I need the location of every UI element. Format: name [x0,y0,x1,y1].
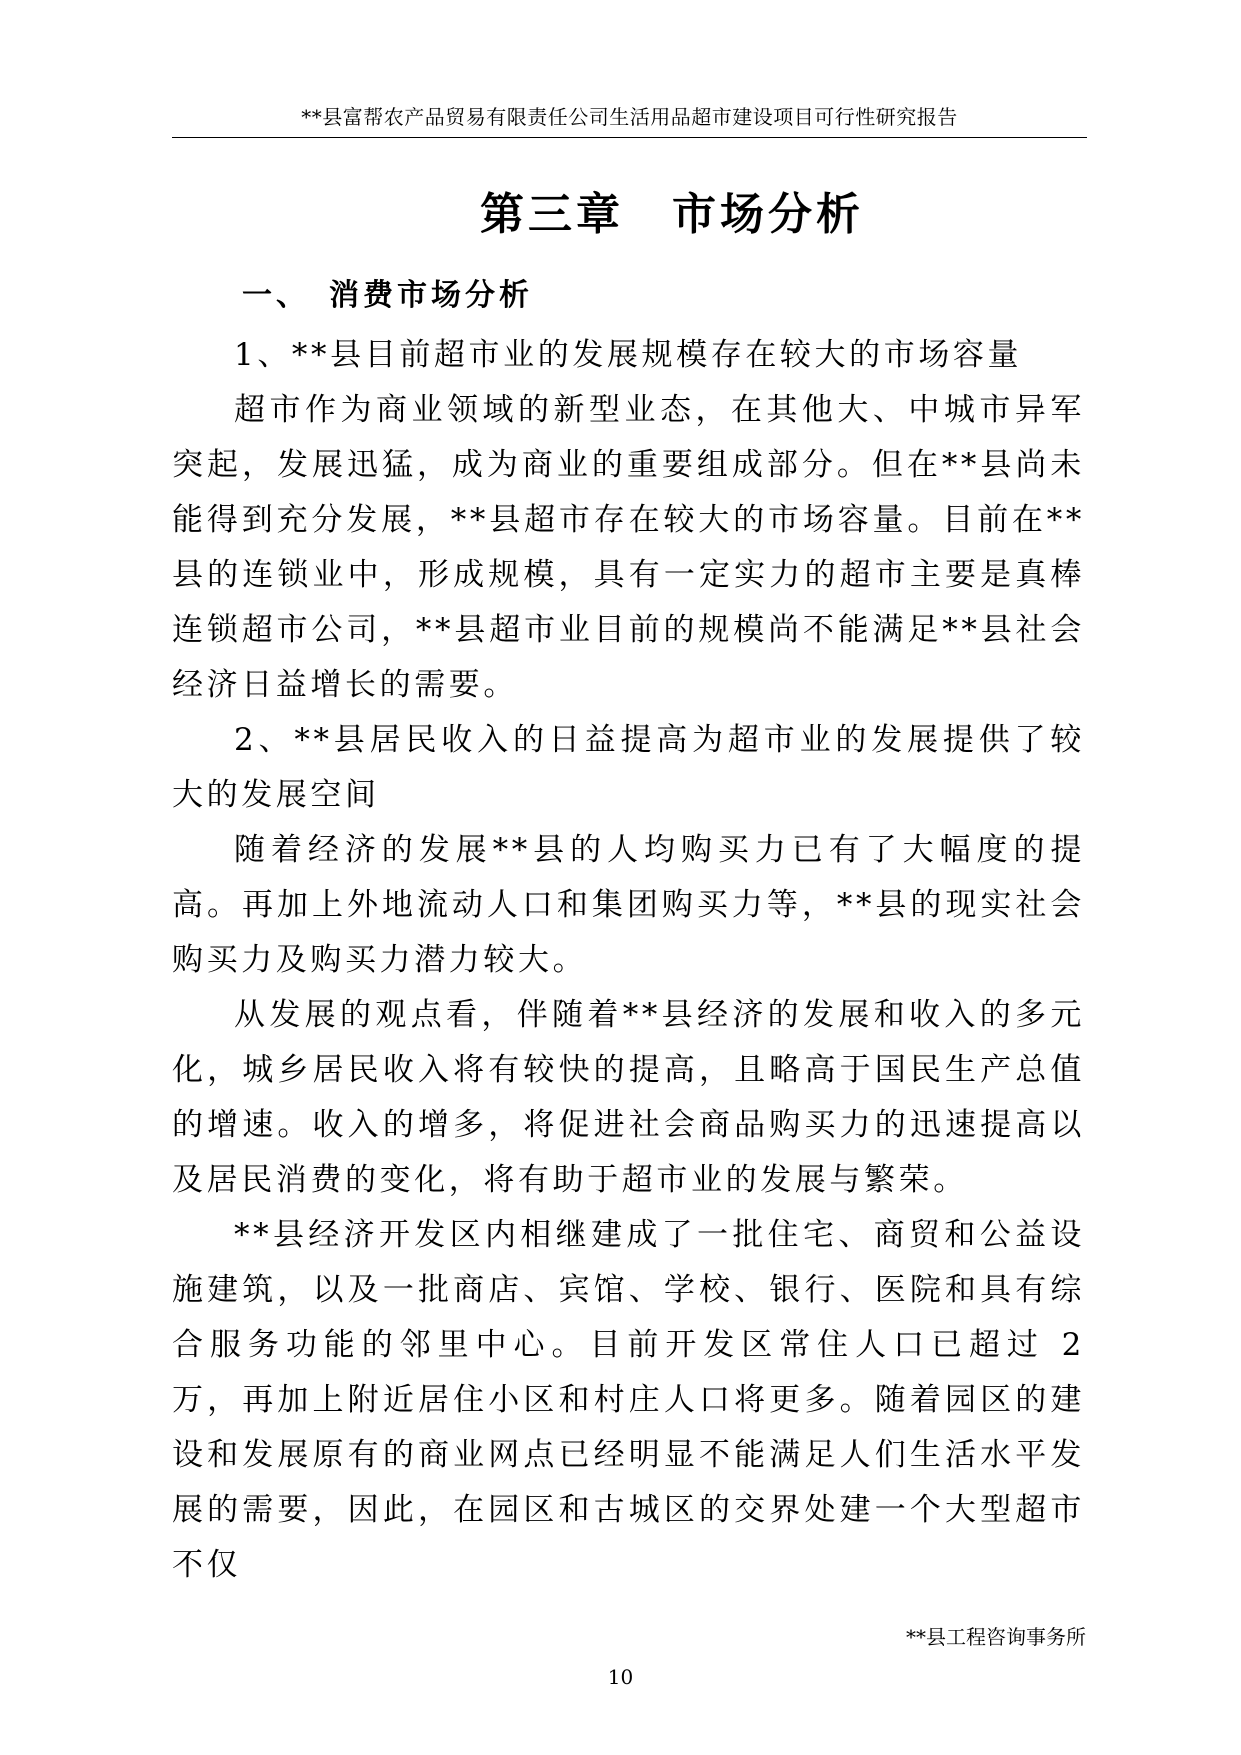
paragraph-3: 2、**县居民收入的日益提高为超市业的发展提供了较大的发展空间 [172,722,1085,813]
running-header: **县富帮农产品贸易有限责任公司生活用品超市建设项目可行性研究报告 [301,105,958,129]
section-heading: 一、 消费市场分析 [242,278,533,313]
paragraph-4: 随着经济的发展**县的人均购买力已有了大幅度的提高。再加上外地流动人口和集团购买力等，**县的现实社会购买力及购买力潜力较大。 [172,832,1085,978]
body-text [172,328,1085,1593]
paragraph-2: 超市作为商业领域的新型业态，在其他大、中城市异军突起，发展迅猛，成为商业的重要组成部分。但在**县尚未能得到充分发展，**县超市存在较大的市场容量。目前在**县的连锁业中，形成规模，具有一定实力的超市主要是真棒连锁超市公司，**县超市业目前的规模尚不能满足**县社会经济日益增长的需要。 [172,392,1085,703]
page-number: 10 [607,1665,634,1689]
chapter-title: 第三章 市场分析 [480,189,864,240]
footer-organization: **县工程咨询事务所 [906,1625,1086,1649]
paragraph-5: 从发展的观点看，伴随着**县经济的发展和收入的多元化，城乡居民收入将有较快的提高，且略高于国民生产总值的增速。收入的增多，将促进社会商品购买力的迅速提高以及居民消费的变化，将有助于超市业的发展与繁荣。 [172,997,1085,1198]
paragraph-1: 1、**县目前超市业的发展规模存在较大的市场容量 [234,337,1023,373]
paragraph-6: **县经济开发区内相继建成了一批住宅、商贸和公益设施建筑，以及一批商店、宾馆、学校、银行、医院和具有综合服务功能的邻里中心。目前开发区常住人口已超过 2 万，再加上附近居住小区和村庄人口将更多。随着园区的建设和发展原有的商业网点已经明显不能满足人们生活水平发展的需要，因此，在园区和古城区的交界处建一个大型超市不仅 [172,1217,1085,1583]
header-divider [172,137,1087,138]
